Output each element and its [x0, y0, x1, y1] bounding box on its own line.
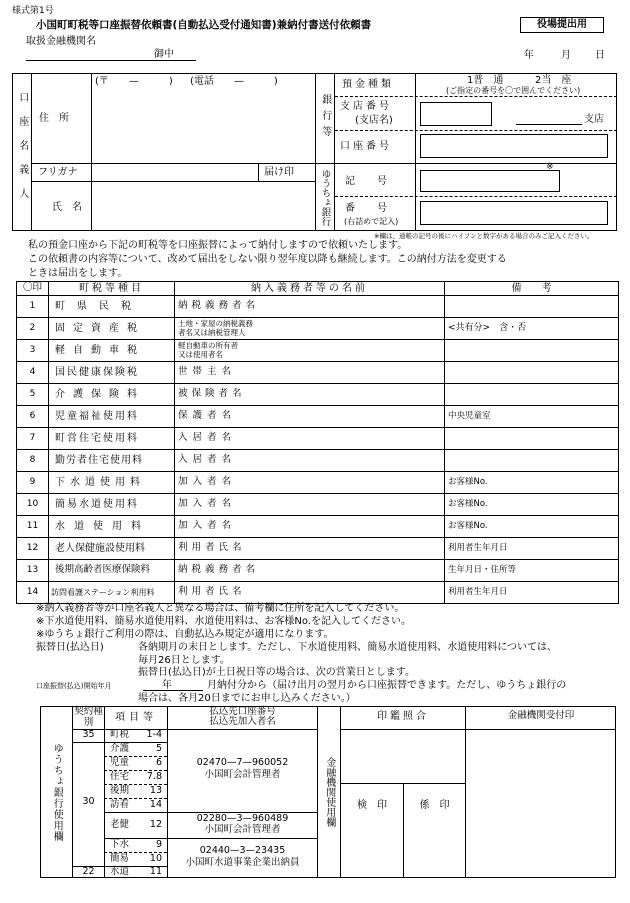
start-year-label: 年	[162, 680, 172, 691]
table-row	[17, 516, 619, 538]
item-code: 10	[149, 853, 162, 864]
select-note: (ご指定の番号を〇で囲んでください)	[446, 86, 581, 95]
kind-value: 30	[82, 796, 95, 807]
start-month-field[interactable]	[143, 690, 203, 691]
bangou-note: (右詰めで記入)	[344, 217, 399, 226]
item-name: 下水	[110, 839, 130, 850]
note-1: ※納入義務者等が口座名義人と異なる場合は、備考欄に住所を記入してください。	[36, 603, 405, 614]
yuucho-use-label: ゆうちょ銀行使用欄	[51, 742, 63, 842]
row-payer[interactable]: 保護者名	[175, 406, 445, 428]
kigou-mark: ※	[546, 162, 554, 172]
item-name: 簡易	[110, 853, 130, 864]
day-label: 日	[595, 50, 605, 61]
year-label: 年	[524, 50, 534, 61]
row-number[interactable]: 5	[17, 384, 49, 406]
row-payer-line-2: 者名又は納税管理人	[178, 327, 246, 337]
table-row	[17, 362, 619, 384]
furigana-label: フリガナ	[38, 167, 78, 178]
row-payer-line-2: 又は使用者名	[178, 349, 223, 359]
row-number[interactable]: 4	[17, 362, 49, 384]
branch-number-field[interactable]	[420, 102, 492, 126]
inspector-seal-label: 検 印	[357, 800, 387, 811]
kigou-footnote: ※欄は、通帳の記号の後にハイフンと数字がある場合のみご記入ください。	[374, 232, 594, 240]
table-row	[17, 384, 619, 406]
row-remarks[interactable]: お客様No.	[445, 516, 619, 538]
row-item: 水道使用料	[49, 516, 175, 538]
row-remarks[interactable]: 利用者生年月日	[445, 538, 619, 560]
bank-name-label: 取扱金融機関名	[26, 36, 96, 47]
row-item: 児童福祉使用料	[49, 406, 175, 428]
row-remarks[interactable]: 利用者生年月日	[445, 582, 619, 604]
transfer-date-label: 振替日(払込日)	[36, 642, 104, 653]
account-number-field[interactable]	[420, 134, 608, 158]
kigou-field[interactable]	[420, 170, 560, 192]
phone-field[interactable]: (電話 — )	[190, 76, 278, 87]
row-remarks[interactable]: <共有分> 含・否	[445, 318, 619, 340]
row-payer[interactable]	[175, 318, 445, 340]
submit-label: 役場提出用	[520, 17, 604, 33]
row-item: 介護保険料	[49, 384, 175, 406]
item-code: 12	[149, 819, 162, 830]
dest-account-3: 02440—3—23435	[199, 845, 286, 856]
row-remarks[interactable]: 中央児童室	[445, 406, 619, 428]
row-remarks[interactable]	[445, 362, 619, 384]
row-remarks[interactable]: 生年月日・住所等	[445, 560, 619, 582]
row-number[interactable]: 14	[17, 582, 49, 604]
intro-line-3: ときは届出をします。	[28, 268, 128, 279]
header-payer: 納入義務者等の名前	[175, 282, 445, 296]
item-code: 14	[149, 799, 162, 810]
transfer-date-text-3: 振替日(払込日)が土日祝日等の場合は、次の営業日とします。	[138, 667, 416, 678]
tax-item-table	[16, 281, 619, 604]
dest-account-2: 02280—3—960489	[196, 813, 289, 824]
row-number[interactable]: 1	[17, 296, 49, 318]
table-row	[17, 318, 619, 340]
receipt-stamp-area[interactable]	[466, 730, 616, 878]
kind-value: 22	[82, 866, 95, 877]
row-number[interactable]: 3	[17, 340, 49, 362]
postal-field[interactable]: (〒 — )	[95, 76, 173, 87]
receipt-stamp-label: 金融機関受付印	[507, 710, 575, 721]
seal-check-label: 印鑑照合	[377, 711, 429, 722]
table-row	[17, 560, 619, 582]
start-month-text: 月納付分から（届け出月の翌月から口座振替できます。ただし、ゆうちょ銀行の	[207, 680, 567, 691]
table-row	[17, 538, 619, 560]
row-payer[interactable]: 被保険者名	[175, 384, 445, 406]
intro-line-2: この依頼書の内容等について、改めて届出をしない限り翌年度以降も継続します。この納付方法を変更する	[28, 254, 507, 265]
seal-label: 届け印	[264, 167, 294, 178]
row-item: 下水道使用料	[49, 472, 175, 494]
seal-check-area[interactable]	[341, 730, 465, 783]
dest-holder-3: 小国町水道事業企業出納員	[185, 857, 300, 868]
row-payer-line-1: 軽自動車の所有者	[178, 341, 238, 351]
item-code: 1-4	[146, 729, 162, 740]
row-number[interactable]: 2	[17, 318, 49, 340]
item-name: 児童	[110, 757, 130, 768]
row-item: 訪問看護ステーション利用料	[49, 582, 175, 604]
note-2: ※下水道使用料、簡易水道使用料、水道使用料は、お客様No.を記入してください。	[36, 616, 411, 627]
item-name: 住宅	[110, 771, 130, 782]
note-3: ※ゆうちょ銀行ご利用の際は、自動払込み規定が適用になります。	[36, 629, 334, 640]
table-row	[17, 296, 619, 318]
honorific: 御中	[154, 49, 174, 60]
row-number[interactable]: 13	[17, 560, 49, 582]
name-label: 氏 名	[52, 202, 82, 213]
yuucho-side-label: ゆうちょ銀行	[319, 168, 331, 226]
account-number-label: 口座番号	[340, 141, 392, 152]
table-row	[17, 494, 619, 516]
row-payer[interactable]: 加入者名	[175, 472, 445, 494]
transfer-date-text-2: 毎月26日とします。	[138, 655, 230, 666]
row-item: 固定資産税	[49, 318, 175, 340]
row-number[interactable]: 9	[17, 472, 49, 494]
kigou-label: 記 号	[345, 176, 393, 187]
start-month-text-2: 場合は、各月20日までにお申し込みください。）	[138, 693, 356, 704]
row-number[interactable]: 11	[17, 516, 49, 538]
bank-use-label: 金融機関使用欄	[323, 757, 335, 827]
item-name: 町税	[110, 729, 130, 740]
row-payer[interactable]: 利用者氏名	[175, 582, 445, 604]
deposit-option-ordinary[interactable]: 1普 通	[467, 75, 504, 86]
table-row	[17, 428, 619, 450]
item-name: 介護	[110, 743, 130, 754]
row-remarks[interactable]: お客様No.	[445, 472, 619, 494]
row-remarks[interactable]	[445, 340, 619, 362]
branch-name-field[interactable]	[516, 124, 582, 125]
row-payer[interactable]	[175, 340, 445, 362]
address-field[interactable]	[93, 90, 313, 160]
start-month-label: 口座振替(払込)開始年月	[36, 682, 112, 690]
transfer-date-text-1: 各納期月の末日とします。ただし、下水道使用料、簡易水道使用料、水道使用料については、	[138, 642, 557, 653]
address-label: 住 所	[39, 113, 69, 124]
table-row	[17, 582, 619, 604]
row-item: 後期高齢者医療保険料	[49, 560, 175, 582]
item-code: 6	[155, 757, 162, 768]
branch-number-label: 支店番号	[340, 101, 392, 112]
row-remarks[interactable]	[445, 384, 619, 406]
dest-header-1: 払込先口座番号	[209, 706, 276, 717]
row-remarks[interactable]: お客様No.	[445, 494, 619, 516]
item-code: 9	[155, 839, 162, 850]
row-number[interactable]: 12	[17, 538, 49, 560]
bangou-label: 番 号	[345, 203, 393, 214]
row-remarks[interactable]	[445, 296, 619, 318]
row-item: 町県民税	[49, 296, 175, 318]
branch-suffix: 支店	[584, 114, 604, 125]
row-payer[interactable]: 入居者名	[175, 428, 445, 450]
row-item: 町営住宅使用料	[49, 428, 175, 450]
row-number[interactable]: 7	[17, 428, 49, 450]
month-label: 月	[561, 50, 571, 61]
kind-value: 35	[82, 729, 95, 740]
row-item: 勤労者住宅使用料	[49, 450, 175, 472]
form-number: 様式第1号	[12, 6, 54, 16]
bangou-field[interactable]	[420, 201, 608, 225]
item-name: 訪看	[110, 799, 130, 810]
item-code: 13	[149, 785, 162, 796]
kind-header: 契約種別	[74, 706, 103, 728]
form-title: 小国町町税等口座振替依頼書(自動払込受付通知書)兼納付書送付依頼書	[36, 19, 372, 31]
name-field[interactable]	[95, 185, 255, 229]
item-code: 5	[155, 743, 162, 754]
row-item: 簡易水道使用料	[49, 494, 175, 516]
branch-name-label: (支店名)	[355, 115, 393, 126]
header-remarks: 備 考	[445, 282, 619, 296]
table-row	[17, 450, 619, 472]
item-code: 7.8	[146, 771, 162, 782]
table-row	[17, 406, 619, 428]
header-circle: 〇印	[17, 282, 49, 296]
header-item: 町税等種目	[49, 282, 175, 296]
clerk-seal-label: 係 印	[419, 800, 450, 811]
dest-holder-2: 小国町会計管理者	[204, 824, 281, 835]
row-payer[interactable]: 加入者名	[175, 516, 445, 538]
row-payer-line-1: 土地・家屋の納税義務	[178, 319, 253, 329]
row-item: 国民健康保険税	[49, 362, 175, 384]
deposit-option-current[interactable]: 2当 座	[535, 75, 572, 86]
item-name: 後期	[110, 785, 130, 796]
deposit-type-label: 預金種類	[342, 79, 394, 90]
row-payer[interactable]: 世帯主名	[175, 362, 445, 384]
item-name: 水道	[110, 866, 130, 877]
row-payer[interactable]: 入居者名	[175, 450, 445, 472]
row-number[interactable]: 8	[17, 450, 49, 472]
item-name: 老健	[110, 819, 130, 830]
item-code: 11	[149, 866, 162, 877]
table-row	[17, 472, 619, 494]
bank-side-label: 銀行等	[319, 94, 331, 142]
holder-side-label: 口座名義人	[16, 92, 28, 212]
row-remarks[interactable]	[445, 428, 619, 450]
dest-holder-1: 小国町会計管理者	[204, 769, 281, 780]
row-remarks[interactable]	[445, 450, 619, 472]
row-number[interactable]: 6	[17, 406, 49, 428]
dest-account-1: 02470—7—960052	[196, 757, 289, 768]
row-payer[interactable]: 納税義務者名	[175, 296, 445, 318]
row-item: 軽自動車税	[49, 340, 175, 362]
row-payer[interactable]: 利用者氏名	[175, 538, 445, 560]
table-row	[17, 340, 619, 362]
row-number[interactable]: 10	[17, 494, 49, 516]
row-payer[interactable]: 加入者名	[175, 494, 445, 516]
intro-line-1: 私の預金口座から下記の町税等を口座振替によって納付しますので依頼いたします。	[28, 240, 408, 251]
row-payer[interactable]: 納税義務者名	[175, 560, 445, 582]
furigana-field[interactable]	[95, 166, 255, 179]
item-header: 項目等	[115, 712, 157, 723]
dest-header-2: 払込先加入者名	[209, 716, 276, 727]
row-item: 老人保健施設使用料	[49, 538, 175, 560]
